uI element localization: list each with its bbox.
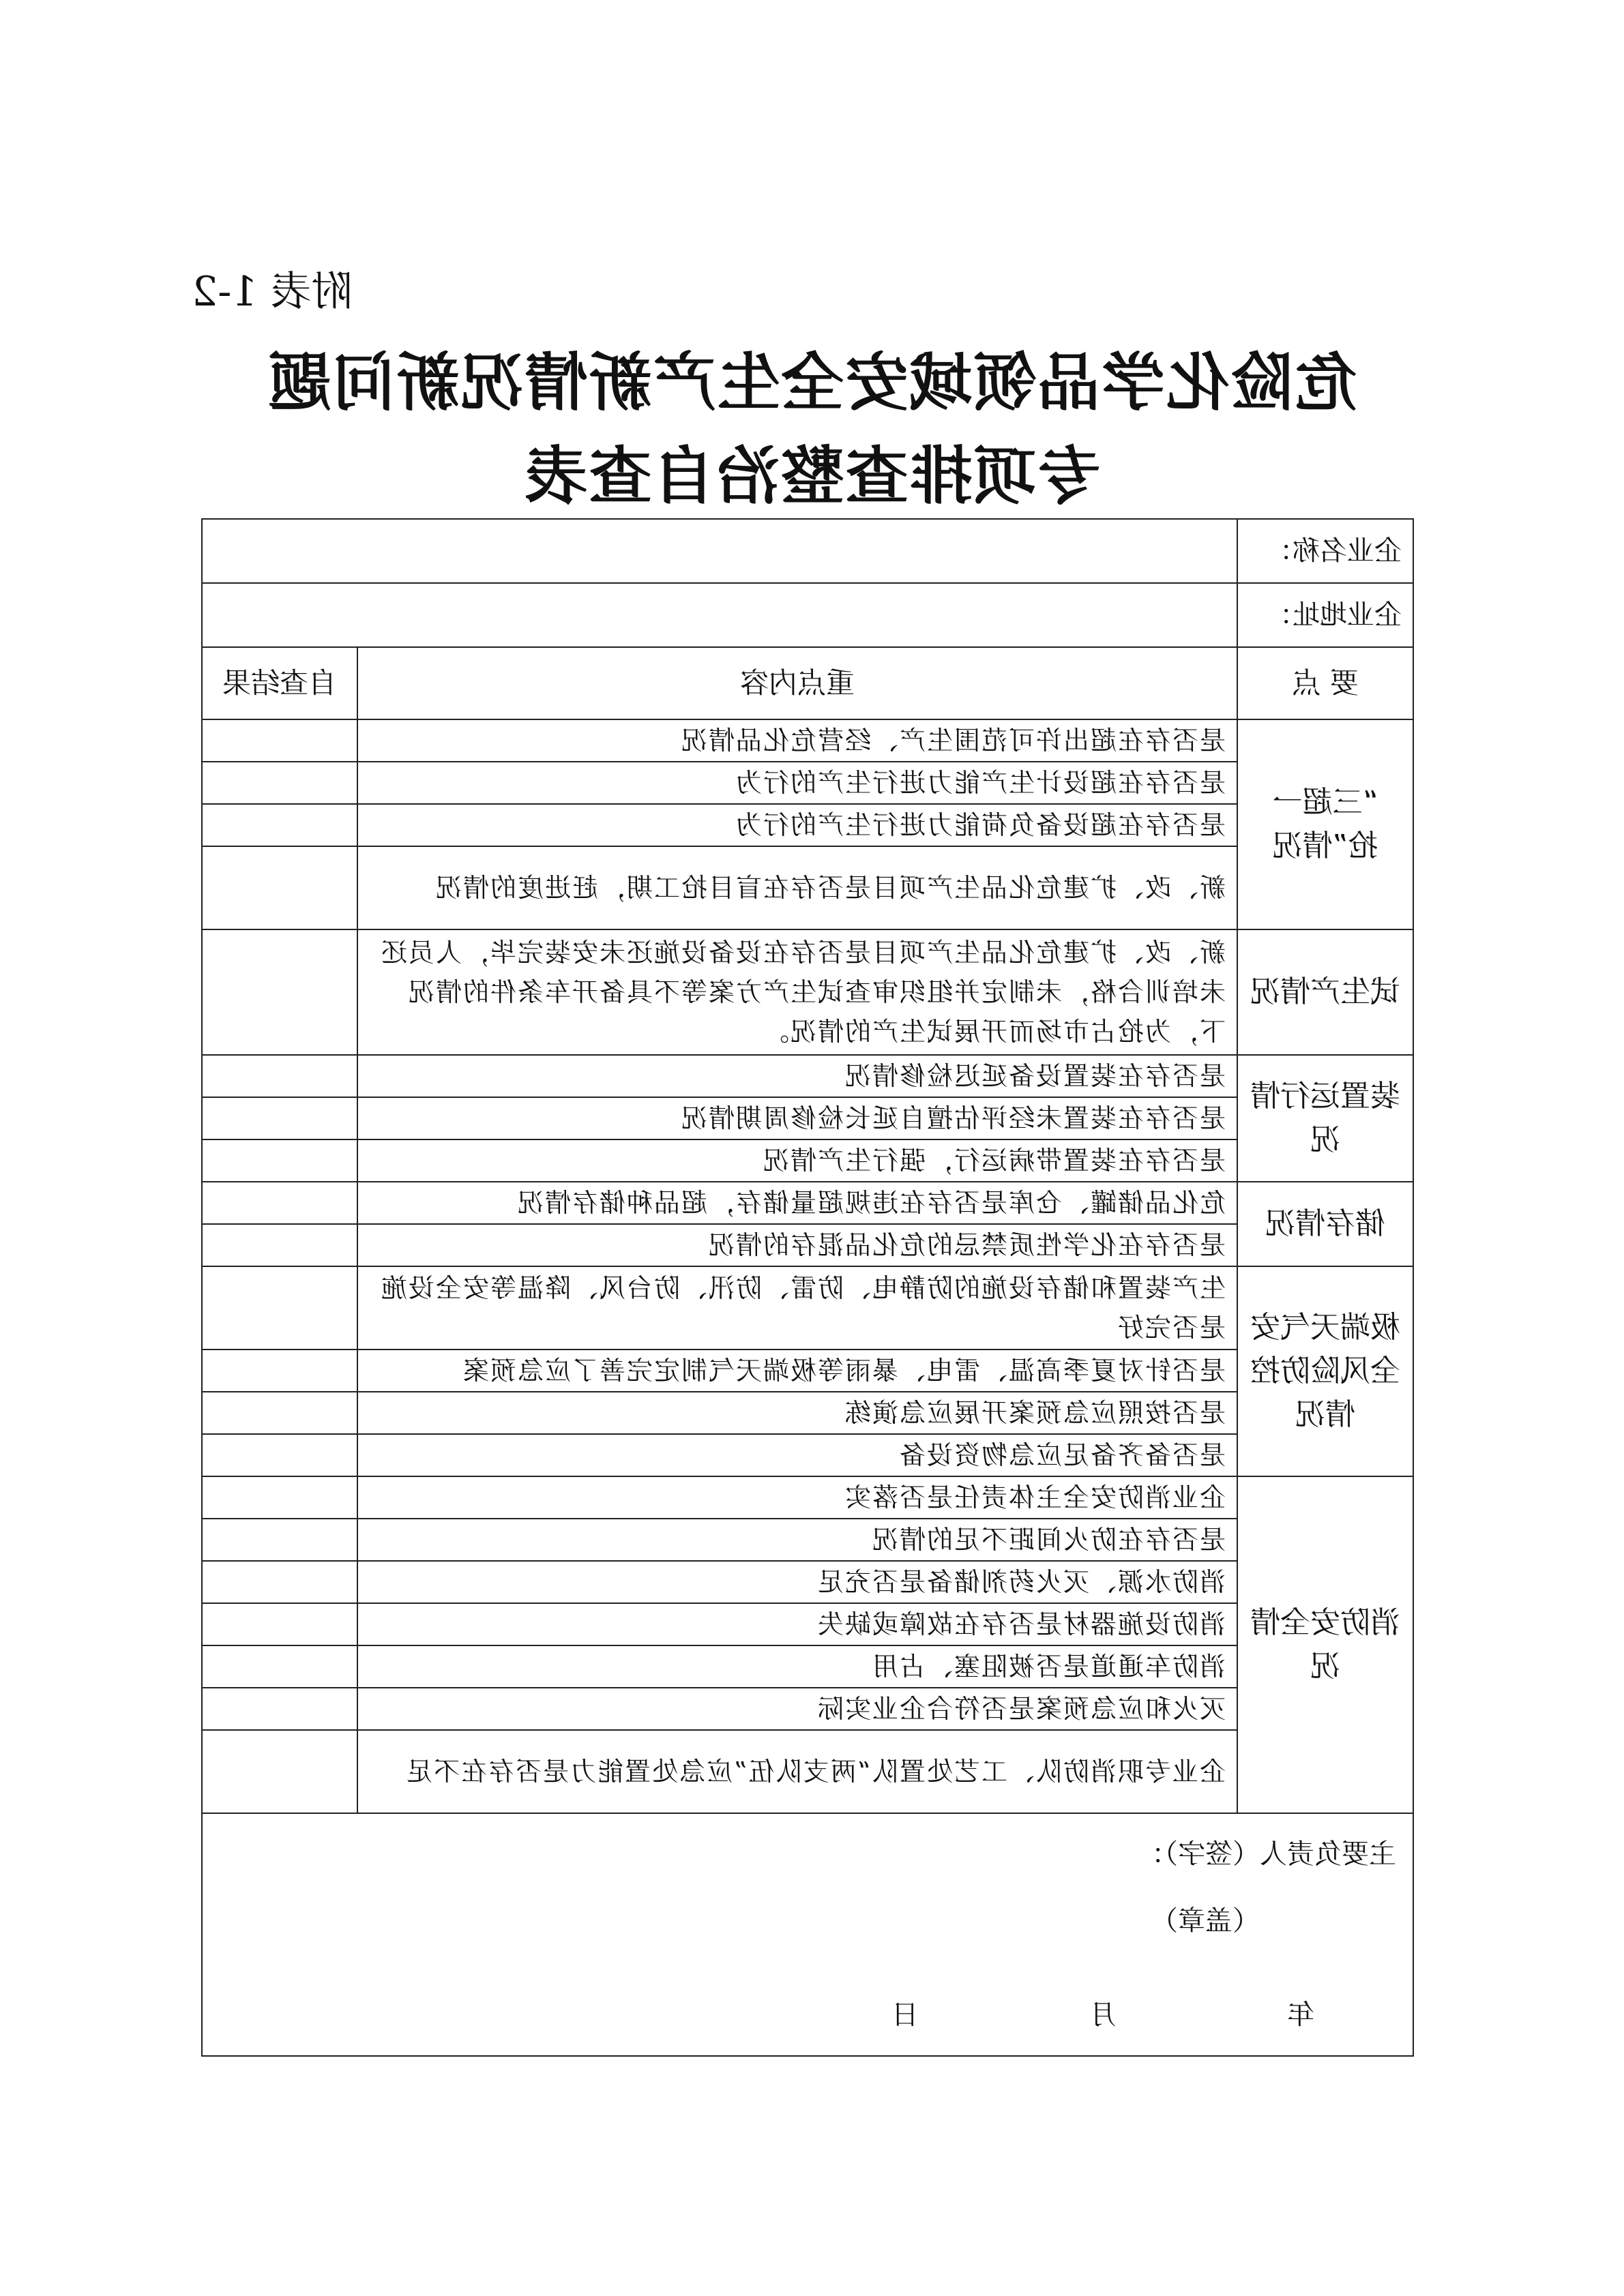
item-text: 是否针对夏季高温、雷电、暴雨等极端天气制定完善了应急预案	[357, 1350, 1237, 1392]
item-text: 企业专职消防队、工艺处置队“两支队伍”应急处置能力是否存在不足	[357, 1730, 1237, 1813]
stamp-label: （盖章）	[1151, 1905, 1260, 1937]
result-cell[interactable]	[202, 719, 357, 762]
result-cell[interactable]	[202, 1561, 357, 1603]
table-row	[202, 1561, 1413, 1603]
result-cell[interactable]	[202, 1350, 357, 1392]
section-extreme-weather: 极端天气安全风险防控情况	[1237, 1266, 1413, 1476]
result-cell[interactable]	[202, 846, 357, 929]
attachment-label: 附表 1-2	[192, 268, 353, 316]
table-row	[202, 846, 1413, 929]
item-text: 是否存在装置设备延迟检修情况	[357, 1055, 1237, 1097]
result-cell[interactable]	[202, 1139, 357, 1182]
item-text: 新、改、扩建危化品生产项目是否存在盲目抢工期，赶进度的情况	[357, 846, 1237, 929]
document-title-line-2: 专项排查整治自查表	[523, 439, 1101, 513]
header-content: 重点内容	[357, 647, 1237, 719]
section-trial-production: 试生产情况	[1237, 929, 1413, 1055]
signature-date	[219, 1995, 1396, 2035]
item-text: 消防水源、灭火药剂储备是否充足	[357, 1561, 1237, 1603]
table-row	[202, 719, 1413, 762]
company-name-label: 企业名称：	[1237, 519, 1413, 583]
company-name-row	[202, 519, 1413, 583]
result-cell[interactable]	[202, 1266, 357, 1350]
item-text: 消防车通道是否被阻塞、占用	[357, 1645, 1237, 1688]
item-text: 新、改、扩建危化品生产项目是否存在设备设施还未安装完毕，人员还未培训合格，未制定并组织审查试生产方案等不具备开车条件的情况下，为抢占市场而开展试生产的情况。	[357, 929, 1237, 1055]
table-row	[202, 1645, 1413, 1688]
header-result: 自查结果	[202, 647, 357, 719]
table-row	[202, 1476, 1413, 1519]
item-text: 是否存在装置带病运行，强行生产情况	[357, 1139, 1237, 1182]
company-address-field[interactable]	[202, 583, 1237, 647]
item-text: 是否存在超设备负荷能力进行生产的行为	[357, 804, 1237, 846]
table-row	[202, 804, 1413, 846]
section-fire-safety: 消防安全情况	[1237, 1476, 1413, 1813]
result-cell[interactable]	[202, 1182, 357, 1224]
month-label: 月	[1089, 1999, 1117, 2031]
table-row	[202, 1730, 1413, 1813]
table-header-row	[202, 647, 1413, 719]
section-storage: 储存情况	[1237, 1182, 1413, 1266]
item-text: 是否存在防火间距不足的情况	[357, 1519, 1237, 1561]
header-key-point: 要 点	[1237, 647, 1413, 719]
result-cell[interactable]	[202, 1519, 357, 1561]
result-cell[interactable]	[202, 1476, 357, 1519]
table-row	[202, 1224, 1413, 1266]
document-title-line-1: 危险化学品领域安全生产新情况新问题	[267, 346, 1357, 419]
item-text: 灭火和应急预案是否符合企业实际	[357, 1688, 1237, 1730]
table-row	[202, 1519, 1413, 1561]
table-row	[202, 1055, 1413, 1097]
item-text: 是否按照应急预案开展应急演练	[357, 1392, 1237, 1434]
item-text: 是否备齐备足应急物资设备	[357, 1434, 1237, 1476]
self-inspection-table	[201, 518, 1414, 2057]
table-row	[202, 1182, 1413, 1224]
table-row	[202, 762, 1413, 804]
section-device-operation: 装置运行情况	[1237, 1055, 1413, 1182]
day-label: 日	[891, 1999, 919, 2031]
table-row	[202, 1097, 1413, 1139]
result-cell[interactable]	[202, 1055, 357, 1097]
result-cell[interactable]	[202, 929, 357, 1055]
item-text: 是否存在装置未经评估擅自延长检修周期情况	[357, 1097, 1237, 1139]
year-label: 年	[1287, 1999, 1314, 2031]
table-row	[202, 929, 1413, 1055]
result-cell[interactable]	[202, 1224, 357, 1266]
table-row	[202, 1350, 1413, 1392]
result-cell[interactable]	[202, 1097, 357, 1139]
result-cell[interactable]	[202, 1434, 357, 1476]
result-cell[interactable]	[202, 1645, 357, 1688]
table-row	[202, 1434, 1413, 1476]
item-text: 企业消防安全主体责任是否落实	[357, 1476, 1237, 1519]
section-three-over-one-rush: “三超一抢”情况	[1237, 719, 1413, 929]
result-cell[interactable]	[202, 804, 357, 846]
result-cell[interactable]	[202, 1392, 357, 1434]
company-address-row	[202, 583, 1413, 647]
item-text: 是否存在超设计生产能力进行生产的行为	[357, 762, 1237, 804]
table-row	[202, 1139, 1413, 1182]
table-row	[202, 1603, 1413, 1645]
signature-row	[202, 1813, 1413, 2056]
item-text: 是否存在超出许可范围生产、经营危化品情况	[357, 719, 1237, 762]
company-name-field[interactable]	[202, 519, 1237, 583]
result-cell[interactable]	[202, 1688, 357, 1730]
result-cell[interactable]	[202, 762, 357, 804]
company-address-label: 企业地址：	[1237, 583, 1413, 647]
signature-area[interactable]	[202, 1813, 1413, 2056]
responsible-person-signature: 主要负责人（签字）：	[1137, 1838, 1396, 1870]
item-text: 消防设施器材是否存在故障或缺失	[357, 1603, 1237, 1645]
result-cell[interactable]	[202, 1730, 357, 1813]
table-row	[202, 1392, 1413, 1434]
item-text: 危化品储罐、仓库是否存在违规超量储存，超品种储存情况	[357, 1182, 1237, 1224]
table-row	[202, 1266, 1413, 1350]
item-text: 生产装置和储存设施的防静电、防雷、防汛、防台风、降温等安全设施是否完好	[357, 1266, 1237, 1350]
table-row	[202, 1688, 1413, 1730]
item-text: 是否存在化学性质禁忌的危化品混存的情况	[357, 1224, 1237, 1266]
result-cell[interactable]	[202, 1603, 357, 1645]
